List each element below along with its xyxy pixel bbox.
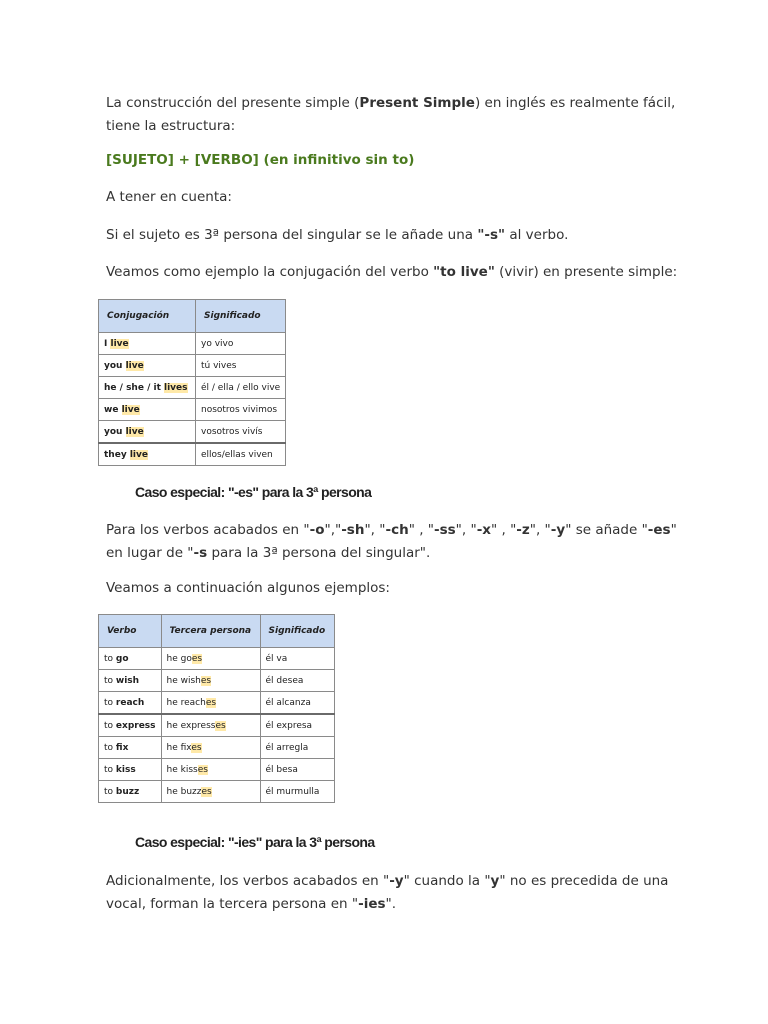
ending-highlight: es <box>191 653 203 664</box>
third-person-cell <box>161 714 260 737</box>
ies-rule-text: " cuando la " <box>403 873 491 889</box>
section-heading-ies: Caso especial: "-ies" para la 3ª persona <box>135 834 375 850</box>
meaning-cell: ellos/ellas viven <box>196 443 286 466</box>
meaning-cell: él besa <box>260 759 334 781</box>
third-base: he buzz <box>166 786 202 797</box>
third-person-cell <box>161 737 260 759</box>
rule-paragraph <box>106 224 568 247</box>
meaning-cell: él expresa <box>260 714 334 737</box>
meaning-cell: vosotros vivís <box>196 421 286 444</box>
rule-bold: "-s" <box>477 227 506 243</box>
table-row <box>99 399 286 421</box>
es-rule-text: " <box>670 522 677 538</box>
verb-highlight: live <box>129 449 148 460</box>
pronoun: you <box>104 426 126 437</box>
to-prefix: to <box>104 720 116 731</box>
suffix-x: -x <box>476 522 491 538</box>
column-header: Verbo <box>99 615 162 648</box>
conjugation-table <box>98 299 286 466</box>
suffix-y: -y <box>389 873 404 889</box>
table-row <box>99 759 335 781</box>
meaning-cell: él alcanza <box>260 692 334 715</box>
table-row <box>99 377 286 399</box>
structure-formula: [SUJETO] + [VERBO] (en infinitivo sin to) <box>106 152 415 168</box>
conjugation-cell <box>99 333 196 355</box>
column-header: Significado <box>196 300 286 333</box>
table-row <box>99 714 335 737</box>
third-base: he fix <box>166 742 192 753</box>
verb: kiss <box>115 764 136 775</box>
es-rule-text: " se añade " <box>565 522 648 538</box>
examples-intro: Veamos a continuación algunos ejemplos: <box>106 580 390 596</box>
third-base: he reach <box>166 697 206 708</box>
suffix-y: -y <box>550 522 566 538</box>
table-row <box>99 421 286 444</box>
ies-rule-text: vocal, forman la tercera persona en " <box>106 896 359 912</box>
to-prefix: to <box>104 697 116 708</box>
table-row <box>99 648 335 670</box>
verb-highlight: live <box>125 426 144 437</box>
pronoun: I <box>104 338 111 349</box>
pronoun: we <box>104 404 122 415</box>
verb: reach <box>115 697 145 708</box>
example-intro-text: Veamos como ejemplo la conjugación del verbo <box>106 264 434 280</box>
verb-highlight: live <box>110 338 129 349</box>
suffix-ch: -ch <box>385 522 409 538</box>
example-intro-suffix: (vivir) en presente simple: <box>494 264 678 280</box>
conjugation-cell <box>99 377 196 399</box>
verb-cell <box>99 781 162 803</box>
ending-highlight: es <box>191 742 202 753</box>
conjugation-cell <box>99 421 196 444</box>
suffix-z: -z <box>516 522 530 538</box>
verb-cell <box>99 692 162 715</box>
conjugation-cell <box>99 355 196 377</box>
third-person-cell <box>161 759 260 781</box>
table-row <box>99 781 335 803</box>
verb: fix <box>115 742 129 753</box>
verb: buzz <box>115 786 140 797</box>
column-header: Tercera persona <box>161 615 260 648</box>
pronoun: he / she / it <box>104 382 165 393</box>
verb: go <box>115 653 129 664</box>
ending-highlight: es <box>201 786 212 797</box>
es-rule-text: ", " <box>455 522 477 538</box>
table-row <box>99 692 335 715</box>
es-rule-text: Para los verbos acabados en " <box>106 522 310 538</box>
meaning-cell: él / ella / ello vive <box>196 377 286 399</box>
to-prefix: to <box>104 675 116 686</box>
rule-text: Si el sujeto es 3ª persona del singular se le añade una <box>106 227 478 243</box>
third-base: he express <box>166 720 216 731</box>
es-rule-text: " , " <box>491 522 517 538</box>
conjugation-cell <box>99 399 196 421</box>
es-rule-text: ", " <box>529 522 551 538</box>
pronoun: they <box>104 449 130 460</box>
suffix-ss: -ss <box>433 522 456 538</box>
intro-text: La construcción del presente simple ( <box>106 95 360 111</box>
intro-bold: Present Simple <box>359 95 475 111</box>
third-person-table <box>98 614 335 803</box>
third-person-cell <box>161 692 260 715</box>
verb-cell <box>99 648 162 670</box>
table-row <box>99 333 286 355</box>
to-prefix: to <box>104 653 116 664</box>
ending-highlight: es <box>215 720 226 731</box>
suffix-o: -o <box>309 522 325 538</box>
meaning-cell: yo vivo <box>196 333 286 355</box>
to-prefix: to <box>104 786 116 797</box>
meaning-cell: él desea <box>260 670 334 692</box>
suffix-s: -s <box>193 545 208 561</box>
third-base: he go <box>166 653 192 664</box>
rule-suffix: al verbo. <box>505 227 569 243</box>
ending-highlight: es <box>197 764 208 775</box>
es-rule-text: "," <box>324 522 342 538</box>
table-header-row <box>99 615 335 648</box>
ies-rule-paragraph <box>106 870 668 916</box>
third-person-cell <box>161 781 260 803</box>
table-row <box>99 443 286 466</box>
es-rule-text: " , " <box>408 522 434 538</box>
table-row <box>99 355 286 377</box>
es-rule-text: en lugar de " <box>106 545 194 561</box>
ies-rule-text: ". <box>385 896 397 912</box>
suffix-es: -es <box>647 522 671 538</box>
meaning-cell: tú vives <box>196 355 286 377</box>
intro-paragraph <box>106 92 675 138</box>
third-person-cell <box>161 670 260 692</box>
note-heading: A tener en cuenta: <box>106 189 232 205</box>
intro-text-suffix: ) en inglés es realmente fácil, <box>474 95 676 111</box>
third-base: he kiss <box>166 764 198 775</box>
table-row <box>99 670 335 692</box>
es-rule-text: para la 3ª persona del singular". <box>207 545 431 561</box>
meaning-cell: él va <box>260 648 334 670</box>
verb: express <box>115 720 156 731</box>
meaning-cell: él murmulla <box>260 781 334 803</box>
to-prefix: to <box>104 764 116 775</box>
ies-rule-text: " no es precedida de una <box>499 873 669 889</box>
suffix-sh: -sh <box>341 522 365 538</box>
column-header: Significado <box>260 615 334 648</box>
verb-highlight: live <box>121 404 140 415</box>
section-heading-es: Caso especial: "-es" para la 3ª persona <box>135 484 372 500</box>
ies-rule-text: Adicionalmente, los verbos acabados en " <box>106 873 390 889</box>
verb-cell <box>99 737 162 759</box>
verb-highlight: lives <box>164 382 188 393</box>
ending-highlight: es <box>205 697 217 708</box>
example-intro-bold: "to live" <box>433 264 495 280</box>
verb: wish <box>115 675 140 686</box>
meaning-cell: nosotros vivimos <box>196 399 286 421</box>
verb-cell <box>99 714 162 737</box>
pronoun: you <box>104 360 126 371</box>
ending-highlight: es <box>200 675 212 686</box>
es-rule-paragraph <box>106 519 677 565</box>
meaning-cell: él arregla <box>260 737 334 759</box>
example-intro <box>106 261 677 284</box>
es-rule-text: ", " <box>364 522 386 538</box>
table-header-row <box>99 300 286 333</box>
third-person-cell <box>161 648 260 670</box>
verb-cell <box>99 759 162 781</box>
table-row <box>99 737 335 759</box>
conjugation-cell <box>99 443 196 466</box>
verb-cell <box>99 670 162 692</box>
letter-y: y <box>490 873 500 889</box>
suffix-ies: -ies <box>358 896 386 912</box>
to-prefix: to <box>104 742 116 753</box>
intro-line2: tiene la estructura: <box>106 118 236 134</box>
third-base: he wish <box>166 675 201 686</box>
verb-highlight: live <box>125 360 144 371</box>
column-header: Conjugación <box>99 300 196 333</box>
